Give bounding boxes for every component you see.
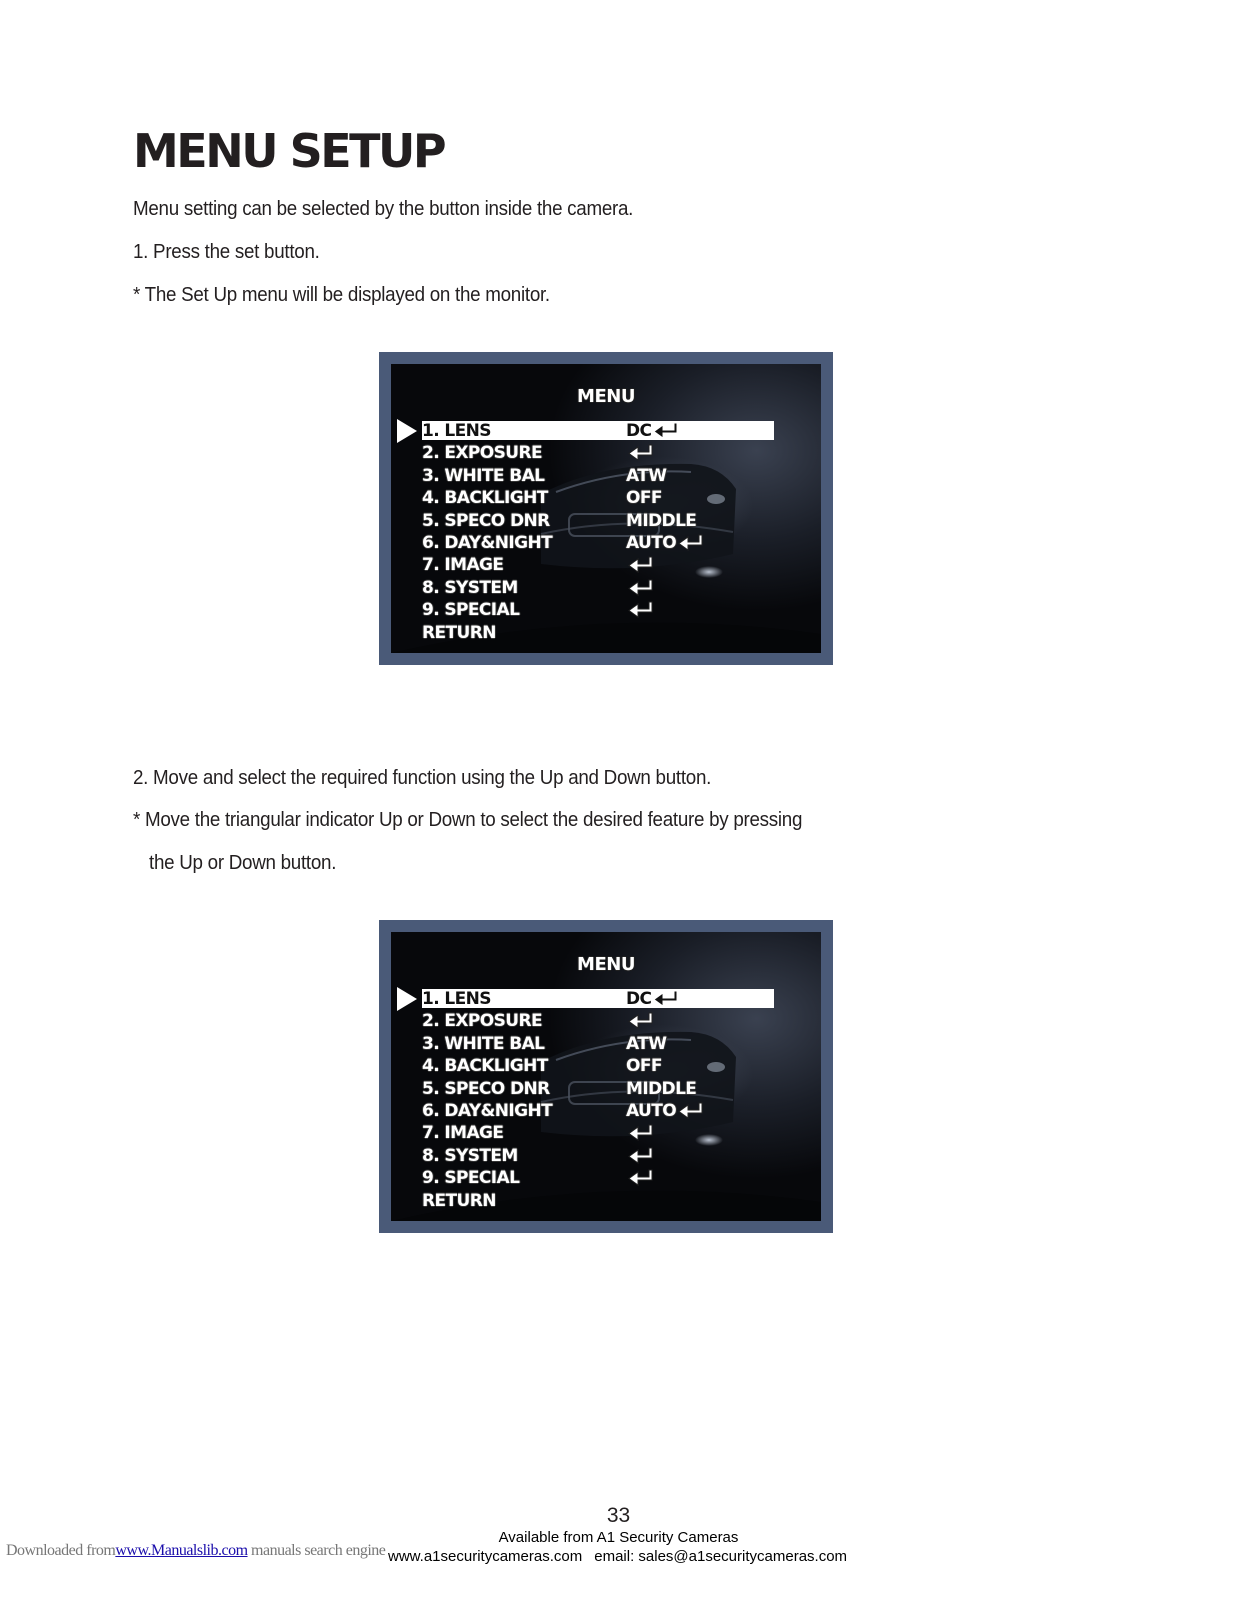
osd-menu-item[interactable] (422, 1078, 696, 1100)
download-suffix: manuals search engine (247, 1542, 386, 1559)
osd-menu-item[interactable] (422, 1122, 654, 1144)
osd-menu-item[interactable] (422, 1010, 654, 1032)
osd-menu-item-value: DC (626, 421, 652, 441)
osd-menu-item-value: MIDDLE (626, 510, 697, 531)
osd-menu-screenshot-2 (379, 920, 833, 1233)
osd-menu-item-label: 4. BACKLIGHT (422, 488, 548, 509)
osd-menu-item-value: ATW (626, 465, 667, 486)
osd-menu-item[interactable] (422, 442, 654, 464)
selection-triangle-indicator (397, 419, 417, 443)
download-prefix: Downloaded from (6, 1542, 116, 1559)
osd-menu-item-value: DC (626, 989, 652, 1009)
osd-menu-item-label: 6. DAY&NIGHT (422, 533, 553, 553)
osd-menu-item[interactable] (422, 532, 704, 554)
osd-menu-item-value: OFF (626, 1056, 662, 1077)
note-1-text: * The Set Up menu will be displayed on the monitor. (133, 284, 550, 306)
osd-menu-item-label: 2. EXPOSURE (422, 1011, 542, 1032)
osd-menu-item-label: RETURN (422, 622, 496, 643)
osd-menu-item[interactable] (422, 1033, 666, 1055)
osd-menu-item[interactable] (422, 554, 654, 576)
osd-menu-item[interactable] (422, 465, 666, 487)
page-number: 33 (606, 1504, 631, 1527)
osd-menu-item-label: 1. LENS (422, 989, 491, 1009)
osd-menu-title: MENU (577, 954, 635, 975)
return-arrow-icon (628, 601, 654, 619)
osd-menu-item-label: 8. SYSTEM (422, 1145, 518, 1166)
osd-menu-item-label: 7. IMAGE (422, 555, 504, 576)
osd-menu-item-label: 5. SPECO DNR (422, 510, 550, 531)
osd-menu-item[interactable] (422, 622, 626, 644)
osd-menu-item-label: 5. SPECO DNR (422, 1078, 550, 1099)
manualslib-link[interactable]: www.Manualslib.com (115, 1542, 248, 1559)
osd-menu-item-label: 3. WHITE BAL (422, 465, 545, 486)
osd-menu-item[interactable] (422, 420, 679, 442)
return-arrow-icon (628, 444, 654, 462)
return-arrow-icon (678, 1102, 704, 1120)
osd-menu-item-value: AUTO (626, 1101, 677, 1121)
osd-menu-item[interactable] (422, 1100, 704, 1122)
osd-menu-item[interactable] (422, 1190, 626, 1212)
osd-menu-item[interactable] (422, 1145, 654, 1167)
step-1-text: 1. Press the set button. (133, 241, 320, 263)
osd-menu-item-label: 8. SYSTEM (422, 577, 518, 598)
osd-menu-item[interactable] (422, 1167, 654, 1189)
return-arrow-icon (628, 1124, 654, 1142)
osd-menu-item-label: 1. LENS (422, 421, 491, 441)
osd-menu-item-value: OFF (626, 488, 662, 509)
return-arrow-icon (628, 1012, 654, 1030)
intro-text: Menu setting can be selected by the button inside the camera. (133, 198, 634, 220)
footer-available-from: Available from A1 Security Cameras (498, 1529, 739, 1546)
osd-menu-item[interactable] (422, 1055, 662, 1077)
osd-menu-item-label: 6. DAY&NIGHT (422, 1101, 553, 1121)
note-2-text: * Move the triangular indicator Up or Down to select the desired feature by pressing (133, 809, 803, 831)
osd-menu-item-value: AUTO (626, 533, 677, 553)
osd-menu-item-value: ATW (626, 1033, 667, 1054)
osd-menu-item-label: RETURN (422, 1190, 496, 1211)
footer-email[interactable]: email: sales@a1securitycameras.com (594, 1548, 848, 1565)
footer-contact (388, 1548, 847, 1565)
footer-website[interactable]: www.a1securitycameras.com (388, 1548, 583, 1565)
osd-menu-item-label: 9. SPECIAL (422, 1168, 520, 1189)
return-arrow-icon (628, 556, 654, 574)
osd-menu-item-label: 2. EXPOSURE (422, 443, 542, 464)
return-arrow-icon (678, 534, 704, 552)
osd-menu-item[interactable] (422, 599, 654, 621)
osd-menu-item-label: 4. BACKLIGHT (422, 1056, 548, 1077)
osd-menu-title: MENU (577, 386, 635, 407)
page-title: MENU SETUP (133, 124, 445, 178)
osd-menu-item-label: 3. WHITE BAL (422, 1033, 545, 1054)
selection-triangle-indicator (397, 987, 417, 1011)
osd-menu-item[interactable] (422, 510, 696, 532)
osd-menu-item[interactable] (422, 988, 679, 1010)
osd-menu-item-value: MIDDLE (626, 1078, 697, 1099)
osd-menu-screenshot-1 (379, 352, 833, 665)
return-arrow-icon (628, 1147, 654, 1165)
osd-menu-item[interactable] (422, 487, 662, 509)
osd-menu-item-label: 9. SPECIAL (422, 600, 520, 621)
return-arrow-icon (628, 1169, 654, 1187)
return-arrow-icon (653, 990, 679, 1008)
return-arrow-icon (653, 422, 679, 440)
step-2-text: 2. Move and select the required function using the Up and Down button. (133, 767, 712, 789)
osd-menu-item-label: 7. IMAGE (422, 1123, 504, 1144)
note-2-continuation-text: the Up or Down button. (149, 852, 337, 874)
download-note (6, 1542, 385, 1560)
osd-menu-item[interactable] (422, 577, 654, 599)
return-arrow-icon (628, 579, 654, 597)
